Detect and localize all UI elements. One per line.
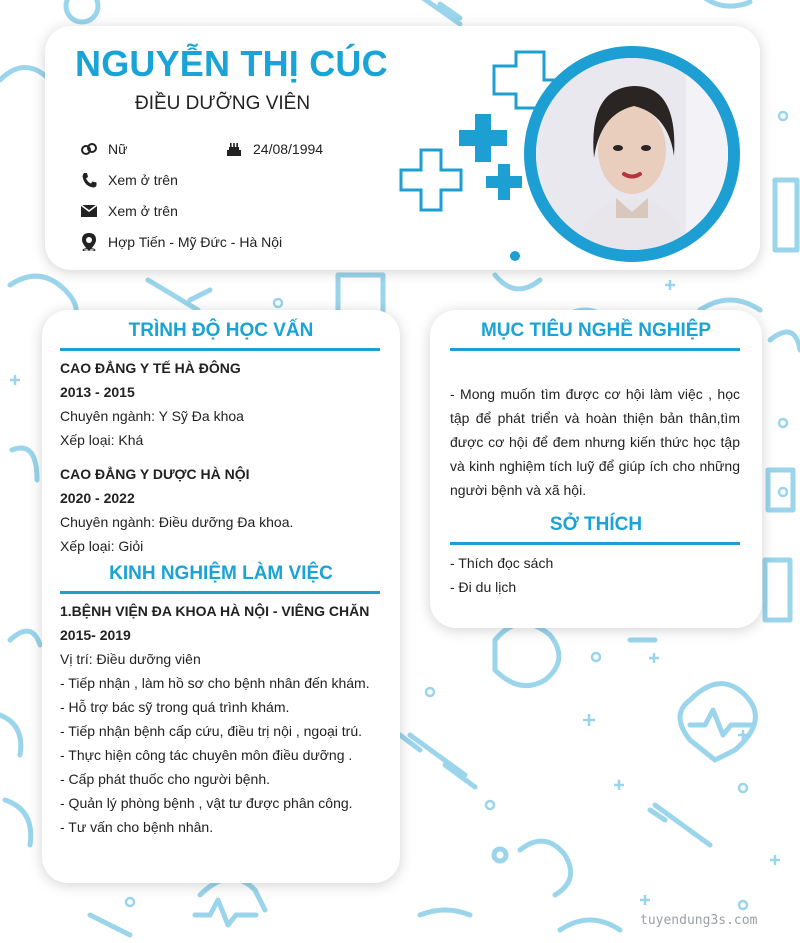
hobbies-section-title: SỞ THÍCH bbox=[549, 514, 643, 535]
education-divider bbox=[60, 348, 380, 351]
left-column-card bbox=[42, 310, 400, 883]
phone-icon bbox=[79, 171, 99, 189]
birthday-row bbox=[224, 140, 323, 158]
hobby-item: - Thích đọc sách bbox=[450, 555, 554, 571]
email-row bbox=[79, 202, 178, 220]
objective-text: - Mong muốn tìm được cơ hội làm việc , học tập để phát triển và hoàn thiện bản thân,tìm được cơ hội để đem nhưng kiến thức học tập và kinh nghiệm tích luỹ để giúp ích cho những người bệnh và xã hội. bbox=[450, 386, 740, 498]
education-section-title: TRÌNH ĐỘ HỌC VẤN bbox=[128, 320, 314, 341]
education-grade-2: Xếp loại: Giỏi bbox=[60, 538, 144, 554]
experience-duty: - Quản lý phòng bệnh , vật tư được phân công. bbox=[60, 795, 353, 811]
education-major-2: Chuyên ngành: Điều dưỡng Đa khoa. bbox=[60, 514, 294, 530]
education-major-1: Chuyên ngành: Y Sỹ Đa khoa bbox=[60, 408, 244, 424]
experience-section-title: KINH NGHIỆM LÀM VIỆC bbox=[109, 563, 333, 584]
experience-duty: - Tiếp nhận bệnh cấp cứu, điều trị nội , ngoại trú. bbox=[60, 723, 363, 739]
objective-divider bbox=[450, 348, 740, 351]
education-school-2: CAO ĐẲNG Y DƯỢC HÀ NỘI bbox=[60, 466, 250, 482]
avatar-photo bbox=[536, 58, 728, 250]
experience-duty: - Thực hiện công tác chuyên môn điều dưỡng . bbox=[60, 747, 353, 763]
phone-value: Xem ở trên bbox=[108, 172, 178, 188]
cake-icon bbox=[224, 140, 244, 158]
watermark: tuyendung3s.com bbox=[640, 913, 758, 928]
job-title: ĐIỀU DƯỠNG VIÊN bbox=[135, 93, 311, 114]
hobby-item: - Đi du lịch bbox=[450, 579, 517, 595]
experience-company: 1.BỆNH VIỆN ĐA KHOA HÀ NỘI - VIÊNG CHĂN bbox=[60, 603, 370, 619]
mail-icon bbox=[79, 202, 99, 220]
experience-duty: - Tiếp nhận , làm hồ sơ cho bệnh nhân đến khám. bbox=[60, 675, 370, 691]
gender-icon bbox=[79, 140, 99, 158]
gender-value: Nữ bbox=[108, 141, 128, 157]
education-years-2: 2020 - 2022 bbox=[60, 490, 135, 506]
experience-years: 2015- 2019 bbox=[60, 627, 131, 643]
experience-duty: - Tư vấn cho bệnh nhân. bbox=[60, 819, 214, 835]
avatar bbox=[524, 46, 740, 262]
address-row bbox=[79, 233, 282, 251]
experience-duty: - Hỗ trợ bác sỹ trong quá trình khám. bbox=[60, 699, 290, 715]
education-grade-1: Xếp loại: Khá bbox=[60, 432, 144, 448]
location-pin-icon bbox=[79, 233, 99, 251]
email-value: Xem ở trên bbox=[108, 203, 178, 219]
birthday-value: 24/08/1994 bbox=[253, 141, 324, 157]
objective-section-title: MỤC TIÊU NGHỀ NGHIỆP bbox=[480, 320, 712, 341]
candidate-name: NGUYỄN THỊ CÚC bbox=[75, 43, 388, 84]
experience-duty: - Cấp phát thuốc cho người bệnh. bbox=[60, 771, 271, 787]
address-value: Hợp Tiến - Mỹ Đức - Hà Nội bbox=[108, 234, 283, 250]
experience-divider bbox=[60, 591, 380, 594]
right-column-card bbox=[430, 310, 762, 628]
phone-row bbox=[79, 171, 178, 189]
hobbies-divider bbox=[450, 542, 740, 545]
education-years-1: 2013 - 2015 bbox=[60, 384, 135, 400]
education-school-1: CAO ĐẲNG Y TẾ HÀ ĐÔNG bbox=[60, 360, 241, 376]
gender-row bbox=[79, 140, 127, 158]
experience-position: Vị trí: Điều dưỡng viên bbox=[60, 651, 201, 667]
